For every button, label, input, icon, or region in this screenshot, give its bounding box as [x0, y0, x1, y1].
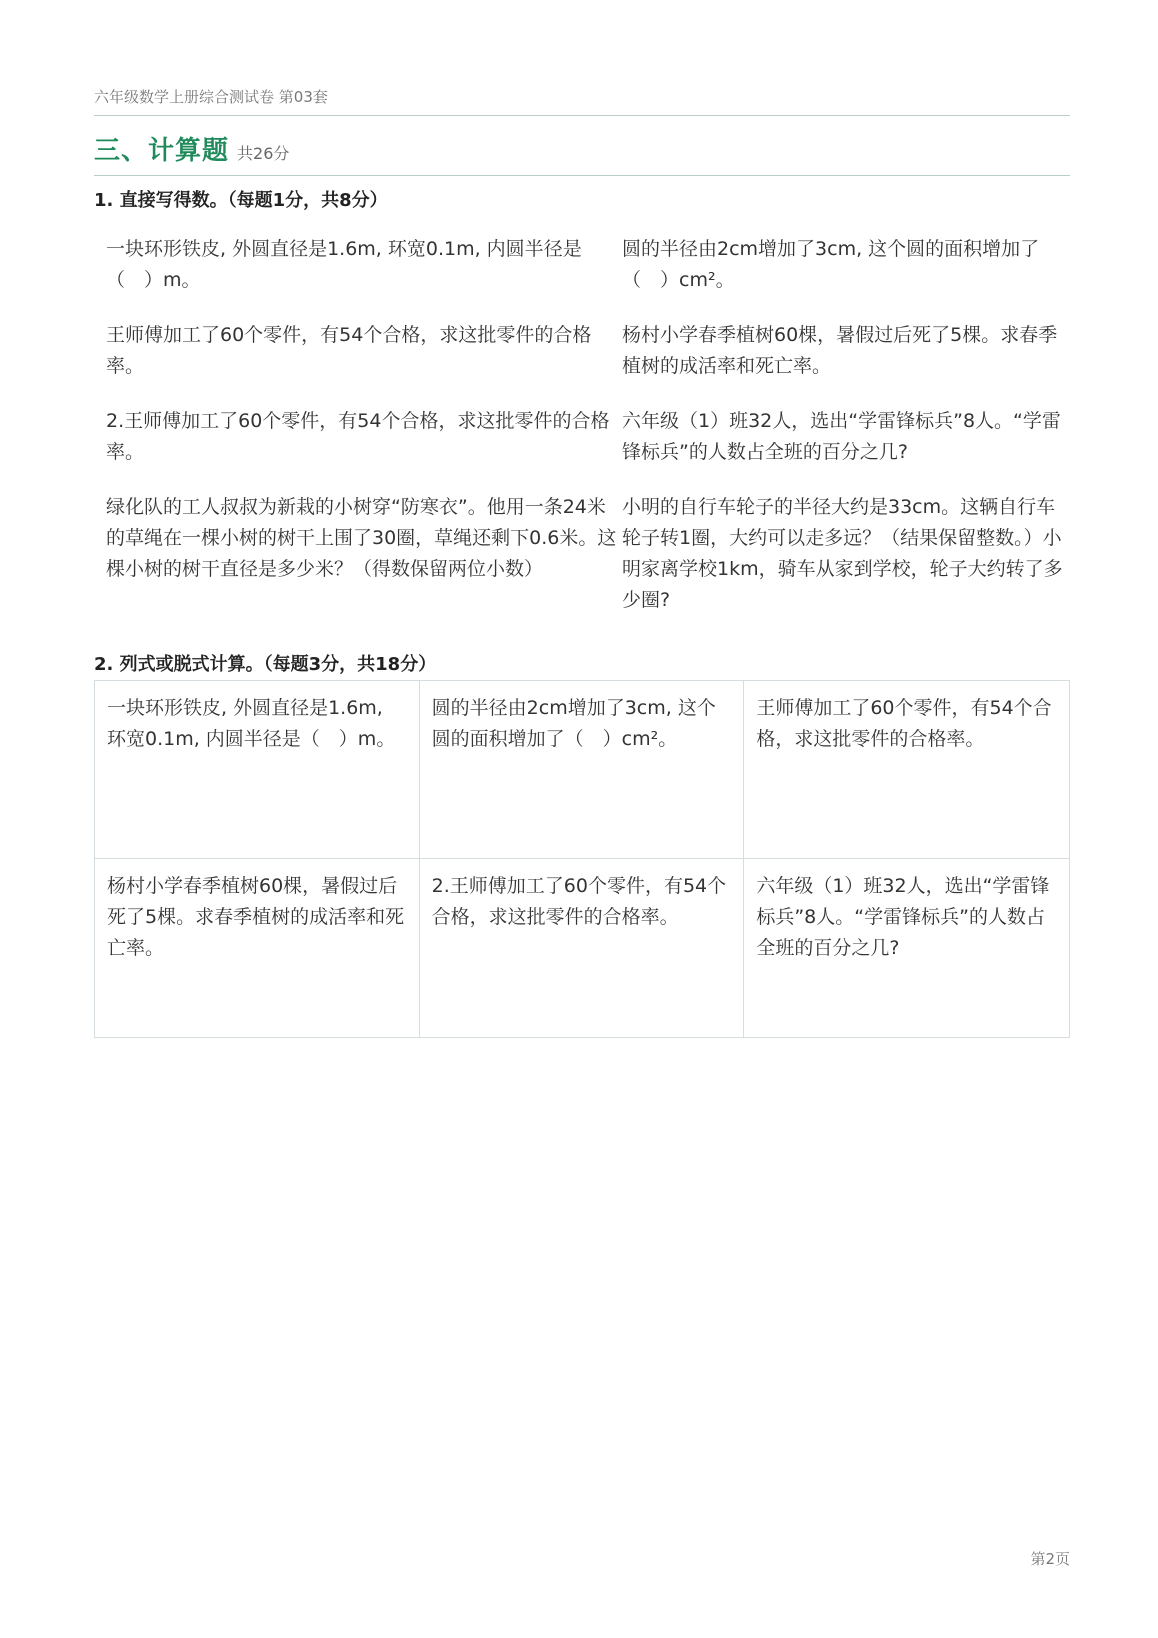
- table-cell: 王师傅加工了60个零件，有54个合格，求这批零件的合格率。: [744, 681, 1069, 859]
- table-cell: 2.王师傅加工了60个零件，有54个合格，求这批零件的合格率。: [420, 859, 745, 1037]
- section-title: [94, 130, 1070, 167]
- question-item: 杨村小学春季植树60棵，暑假过后死了5棵。求春季植树的成活率和死亡率。: [622, 324, 1058, 377]
- question-item: 圆的半径由2cm增加了3cm, 这个圆的面积增加了（ ）cm²。: [622, 238, 1040, 291]
- section-title-text: 三、计算题: [94, 136, 230, 166]
- section-score: 共26分: [237, 144, 290, 163]
- question-item: 王师傅加工了60个零件，有54个合格，求这批零件的合格率。: [106, 324, 592, 377]
- question-item: 六年级（1）班32人，选出“学雷锋标兵”8人。“学雷锋标兵”的人数占全班的百分之几?: [622, 410, 1061, 463]
- question-item: 绿化队的工人叔叔为新栽的小树穿“防寒衣”。他用一条24米的草绳在一棵小树的树干上围了30圈，草绳还剩下0.6米。这棵小树的树干直径是多少米？（得数保留两位小数）: [106, 496, 617, 580]
- part2-heading: 2. 列式或脱式计算。（每题3分，共18分）: [94, 654, 437, 675]
- section-divider: [94, 175, 1070, 176]
- table-cell: 杨村小学春季植树60棵，暑假过后死了5棵。求春季植树的成活率和死亡率。: [95, 859, 420, 1037]
- part1-question-grid: [94, 234, 1070, 622]
- table-cell: 一块环形铁皮, 外圆直径是1.6m, 环宽0.1m, 内圆半径是（ ）m。: [95, 681, 420, 859]
- part2-answer-table: [94, 680, 1070, 1038]
- table-cell: 圆的半径由2cm增加了3cm, 这个圆的面积增加了（ ）cm²。: [420, 681, 745, 859]
- page-header-title: 六年级数学上册综合测试卷 第03套: [94, 88, 328, 106]
- question-item: 一块环形铁皮, 外圆直径是1.6m, 环宽0.1m, 内圆半径是（ ）m。: [106, 238, 582, 291]
- table-cell: 六年级（1）班32人，选出“学雷锋标兵”8人。“学雷锋标兵”的人数占全班的百分之几?: [756, 875, 1050, 959]
- page-number: 第2页: [1030, 1550, 1070, 1568]
- question-item: 小明的自行车轮子的半径大约是33cm。这辆自行车轮子转1圈，大约可以走多远？（结果保留整数。）小明家离学校1km，骑车从家到学校，轮子大约转了多少圈?: [622, 496, 1063, 611]
- question-item: 2.王师傅加工了60个零件，有54个合格，求这批零件的合格率。: [106, 410, 610, 463]
- part1-heading: 1. 直接写得数。（每题1分，共8分）: [94, 190, 388, 211]
- header-divider: [94, 115, 1070, 116]
